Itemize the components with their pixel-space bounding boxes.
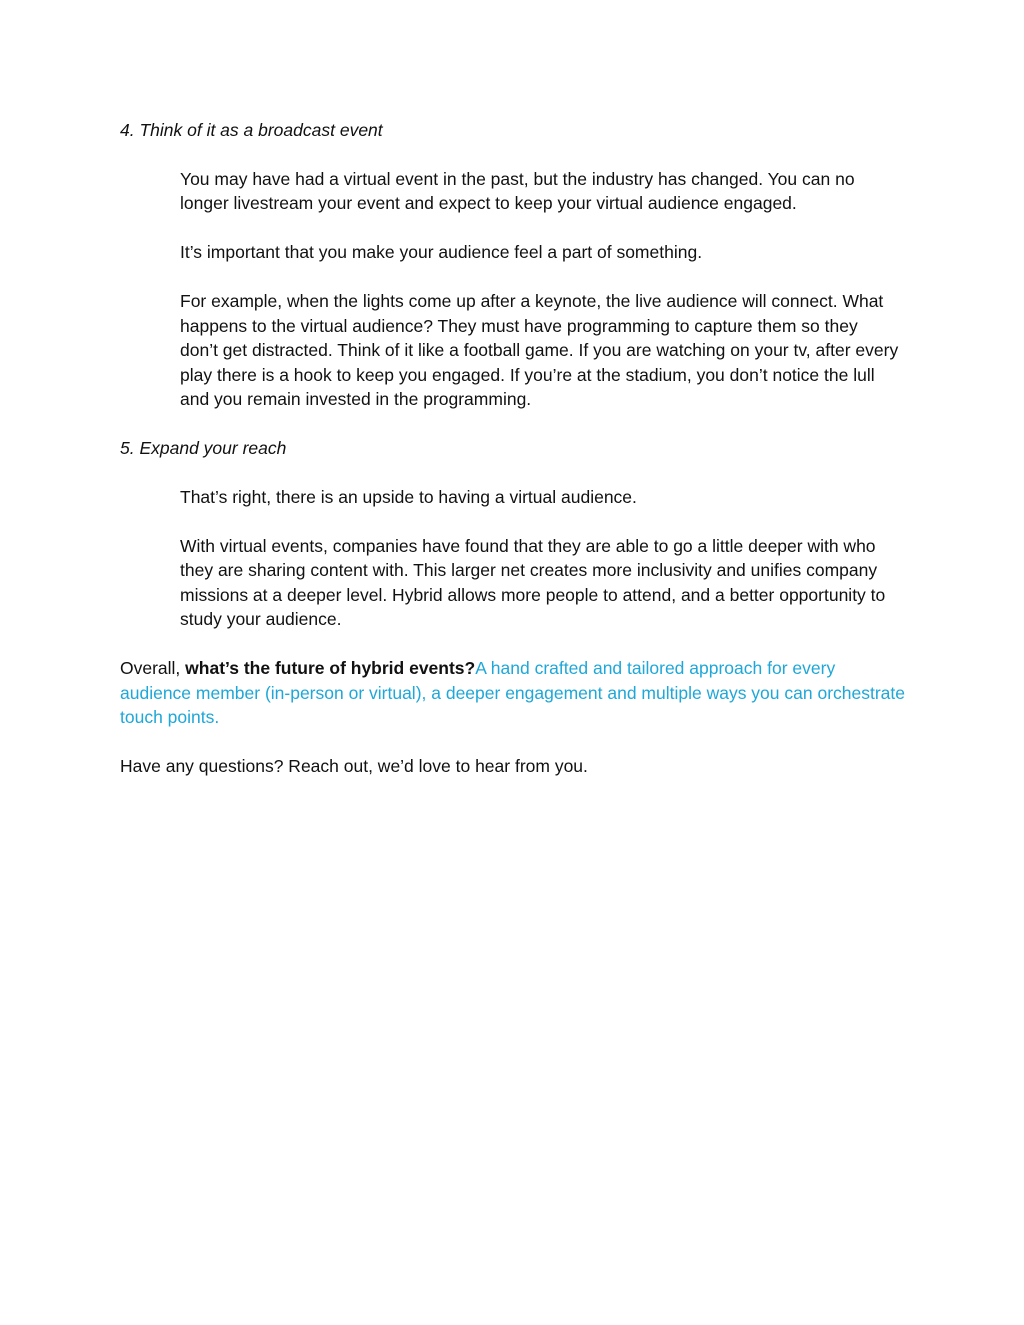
paragraph: With virtual events, companies have found that they are able to go a little deeper with who they are sharing content with. This larger net creates more inclusivity and unifies company missions at a deeper level. Hybrid allows more people to attend, and a better opportunity to study your audience. <box>180 535 886 629</box>
paragraph: It’s important that you make your audience feel a part of something. <box>180 242 703 262</box>
section-heading: 5. Expand your reach <box>120 438 287 458</box>
section-heading: 4. Think of it as a broadcast event <box>120 120 383 140</box>
document-body <box>120 118 910 803</box>
section-content <box>180 167 900 412</box>
paragraph: For example, when the lights come up after a keynote, the live audience will connect. What happens to the virtual audience? They must have programming to capture them so they don’t get distracted. Think of it like a football game. If you are watching on your tv, after every play there is a hook to keep you engaged. If you’re at the stadium, you don’t notice the lull and you remain invested in the programming. <box>180 291 899 409</box>
conclusion-paragraph <box>120 656 910 730</box>
section-broadcast-event <box>120 118 910 412</box>
conclusion-question: what’s the future of hybrid events? <box>185 658 476 678</box>
section-expand-reach <box>120 436 910 632</box>
section-content <box>180 485 900 632</box>
paragraph: That’s right, there is an upside to having a virtual audience. <box>180 486 637 507</box>
conclusion-answer: A hand crafted and tailored approach for every audience member (in-person or virtual), a deeper engagement and multiple ways you can orchestrate touch points. <box>120 658 906 727</box>
closing-paragraph: Have any questions? Reach out, we’d love to hear from you. <box>120 756 588 776</box>
paragraph: You may have had a virtual event in the past, but the industry has changed. You can no longer livestream your event and expect to keep your virtual audience engaged. <box>180 168 855 213</box>
conclusion-lead: Overall, <box>120 658 186 678</box>
